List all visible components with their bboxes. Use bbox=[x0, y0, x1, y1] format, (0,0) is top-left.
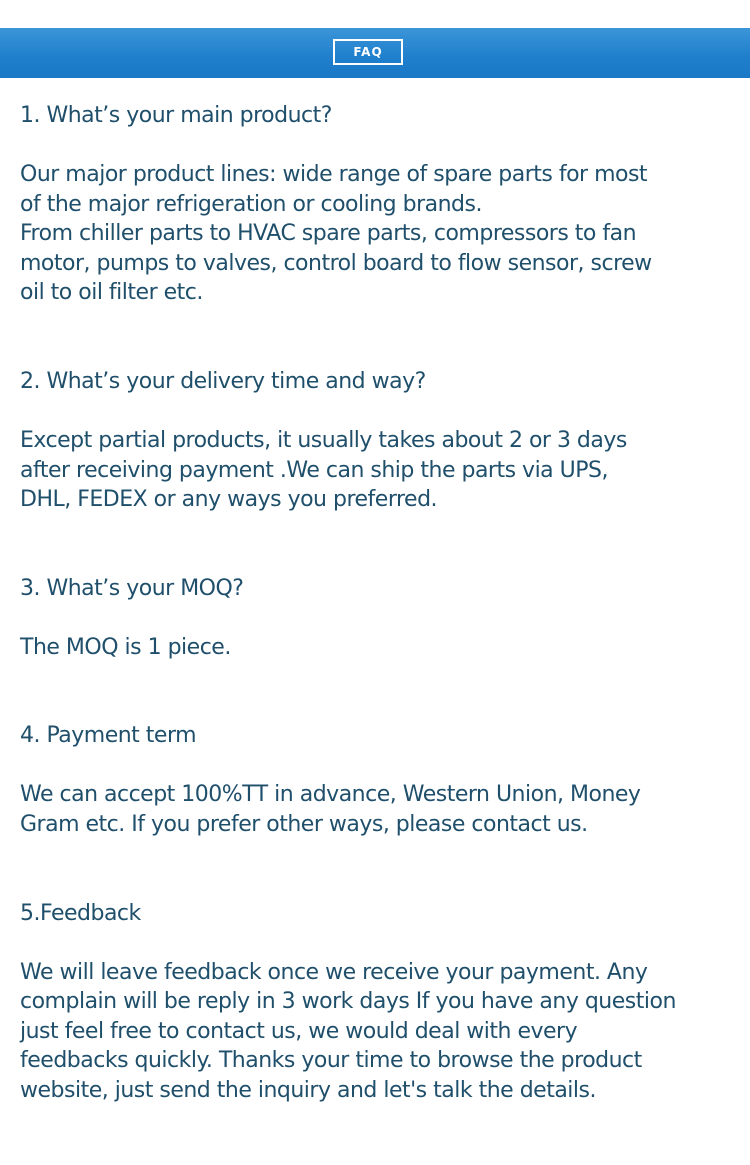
faq-answer-line: The MOQ is 1 piece. bbox=[20, 634, 231, 660]
faq-answer-line: feedbacks quickly. Thanks your time to browse the product bbox=[20, 1048, 642, 1074]
faq-answer bbox=[20, 160, 720, 308]
header-bar bbox=[0, 28, 750, 78]
faq-answer-line: Gram etc. If you prefer other ways, please contact us. bbox=[20, 811, 588, 837]
faq-answer-line: motor, pumps to valves, control board to flow sensor, screw bbox=[20, 250, 652, 276]
faq-answer-line: From chiller parts to HVAC spare parts, compressors to fan bbox=[20, 221, 637, 247]
faq-answer bbox=[20, 633, 720, 663]
faq-answer-line: oil to oil filter etc. bbox=[20, 280, 203, 306]
faq-answer bbox=[20, 780, 720, 839]
faq-answer-line: website, just send the inquiry and let's talk the details. bbox=[20, 1077, 596, 1103]
faq-answer-line: We can accept 100%TT in advance, Western Union, Money bbox=[20, 782, 641, 808]
faq-item-2 bbox=[20, 367, 720, 515]
faq-question: 5.Feedback bbox=[20, 900, 141, 926]
faq-answer bbox=[20, 958, 720, 1106]
faq-answer-line: DHL, FEDEX or any ways you preferred. bbox=[20, 487, 438, 513]
faq-question: 4. Payment term bbox=[20, 723, 197, 749]
faq-answer-line: complain will be reply in 3 work days If you have any question bbox=[20, 989, 676, 1015]
faq-answer-line: Except partial products, it usually takes about 2 or 3 days bbox=[20, 427, 627, 453]
faq-question: 1. What’s your main product? bbox=[20, 103, 332, 128]
faq-answer-line: We will leave feedback once we receive your payment. Any bbox=[20, 959, 648, 985]
faq-list bbox=[20, 101, 720, 1165]
faq-badge: FAQ bbox=[333, 39, 403, 65]
faq-answer-line: of the major refrigeration or cooling brands. bbox=[20, 191, 482, 217]
faq-answer bbox=[20, 426, 720, 515]
faq-item-1 bbox=[20, 101, 720, 308]
faq-question: 2. What’s your delivery time and way? bbox=[20, 368, 426, 394]
faq-item-3 bbox=[20, 574, 720, 663]
faq-item-4 bbox=[20, 721, 720, 839]
faq-question: 3. What’s your MOQ? bbox=[20, 575, 244, 601]
faq-answer-line: after receiving payment .We can ship the parts via UPS, bbox=[20, 457, 608, 483]
faq-answer-line: just feel free to contact us, we would deal with every bbox=[20, 1018, 578, 1044]
faq-item-5 bbox=[20, 899, 720, 1106]
faq-answer-line: Our major product lines: wide range of spare parts for most bbox=[20, 162, 648, 187]
